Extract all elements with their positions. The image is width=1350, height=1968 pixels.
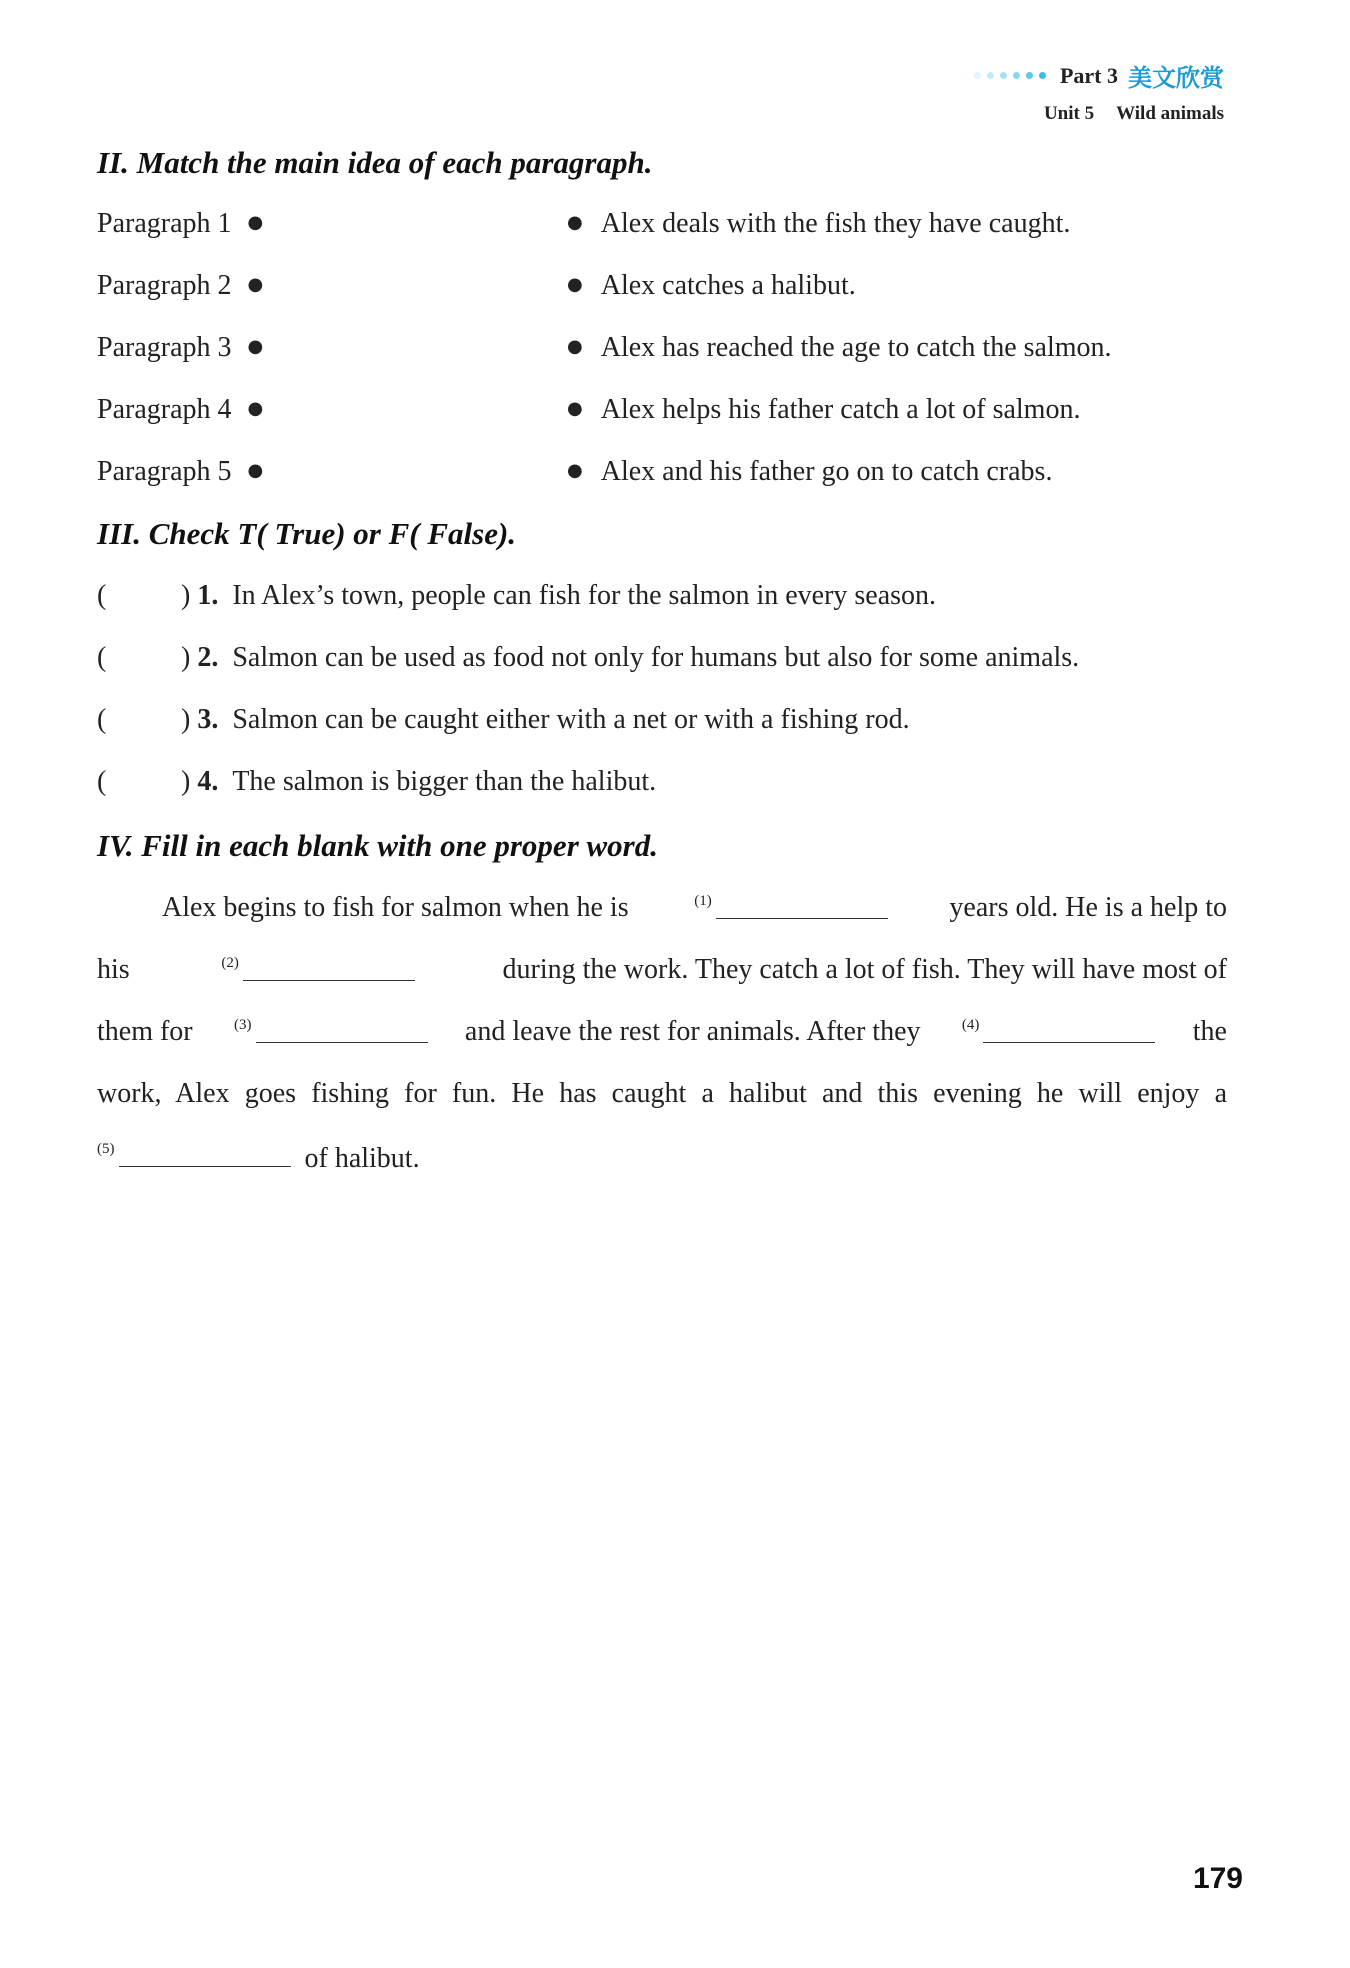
blank-input-1[interactable] — [716, 892, 888, 919]
item-number: 4. — [197, 766, 219, 797]
cloze-line — [97, 954, 1227, 989]
blank-number: (2) — [221, 955, 239, 971]
answer-box[interactable]: ( — [97, 766, 107, 797]
match-row — [97, 270, 1227, 310]
match-dot[interactable]: ● — [247, 460, 264, 481]
match-dot[interactable]: ● — [247, 398, 264, 419]
main-idea: Alex and his father go on to catch crabs. — [600, 456, 1053, 487]
cloze-text: them for — [97, 1016, 193, 1047]
match-dot[interactable]: ● — [247, 274, 264, 295]
section-2-title: II. Match the main idea of each paragraph. — [97, 145, 653, 180]
part-title-cn: 美文欣赏 — [1128, 64, 1224, 92]
main-idea: Alex catches a halibut. — [600, 270, 856, 301]
section-4-title: IV. Fill in each blank with one proper word. — [97, 828, 658, 863]
main-idea: Alex helps his father catch a lot of salmon. — [600, 394, 1081, 425]
match-dot[interactable]: ● — [567, 460, 583, 481]
cloze-text: Alex begins to fish for salmon when he is — [162, 892, 629, 923]
blank-number: (4) — [961, 1017, 980, 1033]
match-dot[interactable]: ● — [567, 212, 583, 233]
statement-text: Salmon can be used as food not only for humans but also for some animals. — [232, 642, 1080, 673]
decorative-dots — [974, 72, 1046, 79]
main-idea: Alex deals with the fish they have caught. — [600, 208, 1071, 239]
true-false-item: ( ) 2. Salmon can be used as food not only for humans but also for some animals. — [97, 642, 1080, 673]
item-number: 2. — [197, 642, 219, 673]
true-false-item: ( ) 3. Salmon can be caught either with a net or with a fishing rod. — [97, 704, 910, 735]
unit-title: Wild animals — [1116, 103, 1224, 124]
paragraph-label: Paragraph 2 — [97, 270, 232, 301]
statement-text: In Alex’s town, people can fish for the salmon in every season. — [232, 580, 937, 611]
match-row — [97, 332, 1227, 372]
cloze-line — [97, 1078, 1227, 1110]
paragraph-label: Paragraph 1 — [97, 208, 232, 239]
blank-input-3[interactable] — [256, 1016, 428, 1043]
match-row — [97, 208, 1227, 248]
blank-input-2[interactable] — [243, 954, 415, 981]
true-false-item: ( ) 4. The salmon is bigger than the halibut. — [97, 766, 657, 797]
part-label: Part 3 — [1059, 62, 1118, 88]
cloze-line — [97, 1140, 1227, 1175]
blank-input-4[interactable] — [983, 1016, 1155, 1043]
answer-box[interactable]: ( — [97, 642, 107, 673]
true-false-item: ( ) 1. In Alex’s town, people can fish for the salmon in every season. — [97, 580, 937, 611]
match-row — [97, 456, 1227, 496]
match-row — [97, 394, 1227, 434]
blank-number: (3) — [234, 1017, 252, 1033]
statement-text: The salmon is bigger than the halibut. — [232, 766, 657, 797]
statement-text: Salmon can be caught either with a net or with a fishing rod. — [232, 704, 910, 735]
item-number: 3. — [197, 704, 219, 735]
cloze-text: the — [1192, 1016, 1227, 1047]
unit-label: Unit 5 — [1043, 103, 1095, 124]
match-dot[interactable]: ● — [567, 336, 583, 357]
cloze-text: and leave the rest for animals. After they — [464, 1016, 921, 1047]
cloze-text: years old. He is a help to — [949, 892, 1227, 923]
page-number: 179 — [1192, 1862, 1243, 1895]
blank-input-5[interactable] — [119, 1140, 291, 1167]
answer-box[interactable]: ( — [97, 704, 107, 735]
match-dot[interactable]: ● — [247, 336, 264, 357]
cloze-text: of halibut. — [304, 1143, 420, 1174]
main-idea: Alex has reached the age to catch the salmon. — [600, 332, 1112, 363]
paragraph-label: Paragraph 3 — [97, 332, 232, 363]
answer-box[interactable]: ( — [97, 580, 107, 611]
cloze-text: during the work. They catch a lot of fish. They will have most of — [502, 954, 1227, 985]
blank-number: (1) — [694, 893, 712, 909]
match-dot[interactable]: ● — [567, 398, 583, 419]
cloze-text: work, Alex goes fishing for fun. He has caught a halibut and this evening he will enjoy a — [97, 1078, 1227, 1109]
page-header — [974, 58, 1224, 125]
item-number: 1. — [197, 580, 219, 611]
section-3-title: III. Check T( True) or F( False). — [97, 516, 517, 551]
cloze-line — [162, 892, 1227, 927]
cloze-text: his — [97, 954, 130, 985]
paragraph-label: Paragraph 5 — [97, 456, 232, 487]
paragraph-label: Paragraph 4 — [97, 394, 232, 425]
match-dot[interactable]: ● — [247, 212, 264, 233]
match-dot[interactable]: ● — [567, 274, 583, 295]
blank-number: (5) — [97, 1141, 115, 1157]
cloze-line — [97, 1016, 1227, 1051]
